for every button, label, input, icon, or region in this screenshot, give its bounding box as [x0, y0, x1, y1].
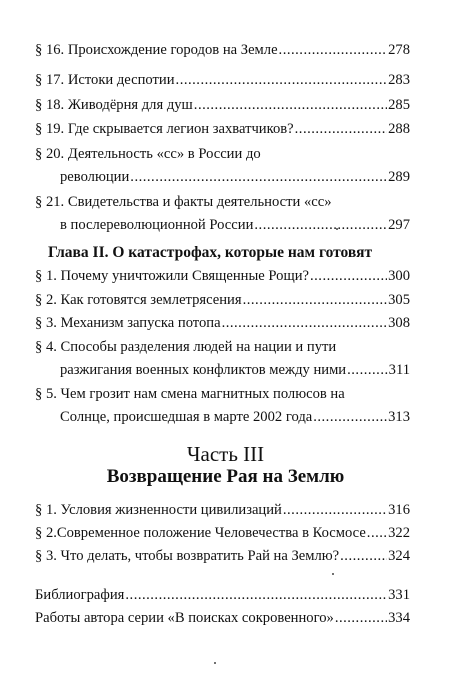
entry-page: 308 [388, 315, 410, 331]
entry-page: 285 [388, 97, 410, 113]
toc-entry-ch2-s1 [35, 267, 410, 286]
toc-entry-ch2-s2 [35, 291, 410, 310]
dot-leader [313, 408, 387, 427]
dot-leader [340, 547, 387, 566]
dot-leader [243, 291, 388, 310]
entry-page: 300 [388, 268, 410, 284]
dot-leader [335, 609, 387, 628]
entry-label-cont: в послереволюционной России [60, 217, 254, 233]
dot-leader [222, 314, 388, 333]
dot-leader [310, 267, 387, 286]
dot-leader [176, 71, 388, 90]
toc-entry-s21 [60, 216, 410, 235]
entry-page: 289 [388, 169, 410, 185]
entry-label: § 3. Что делать, чтобы возвратить Рай на Землю? [35, 548, 340, 564]
entry-label: Библиография [35, 587, 125, 603]
toc-entry-p3-s1 [35, 501, 410, 520]
entry-page: 288 [388, 121, 410, 137]
dot-leader [283, 501, 387, 520]
entry-page: 322 [388, 525, 410, 541]
dot-leader [279, 41, 388, 60]
toc-entry-bibliography [35, 586, 410, 605]
toc-entry-s20 [60, 168, 410, 187]
entry-label-cont: разжигания военных конфликтов между ними [60, 362, 347, 378]
entry-page: 278 [388, 42, 410, 58]
entry-label: § 3. Механизм запуска потопа [35, 315, 221, 331]
toc-entry-s21-label: § 21. Свидетельства и факты деятельности «сс» [35, 194, 332, 210]
entry-label: § 19. Где скрывается легион захватчиков? [35, 121, 294, 137]
toc-entry-p3-s2 [35, 524, 410, 543]
part-subtitle: Возвращение Рая на Землю [106, 466, 345, 487]
toc-entry-p3-s3 [35, 547, 410, 566]
scan-speck [332, 573, 334, 575]
toc-entry-ch2-s5 [60, 408, 410, 427]
toc-entry-ch2-s5-label: § 5. Чем грозит нам смена магнитных полюсов на [35, 386, 345, 402]
entry-page: 313 [388, 409, 410, 425]
entry-page: 331 [388, 587, 410, 603]
toc-entry-s19 [35, 120, 410, 139]
entry-label-cont: Солнце, происшедшая в марте 2002 года [60, 409, 313, 425]
entry-page: 311 [388, 362, 410, 378]
entry-page: 305 [388, 292, 410, 308]
toc-entry-s18 [35, 96, 410, 115]
toc-entry-ch2-s3 [35, 314, 410, 333]
entry-label: § 2. Как готовятся землетрясения [35, 292, 242, 308]
entry-label: Работы автора серии «В поисках сокровенного» [35, 610, 334, 626]
dot-leader [367, 524, 387, 543]
chapter-heading: Глава II. О катастрофах, которые нам готовят [48, 244, 373, 261]
entry-page: 316 [388, 502, 410, 518]
entry-label: § 1. Почему уничтожили Священные Рощи? [35, 268, 309, 284]
entry-page: 283 [388, 72, 410, 88]
entry-page: 297 [388, 217, 410, 233]
entry-label: § 2.Современное положение Человечества в Космосе [35, 525, 366, 541]
dot-leader [295, 120, 387, 139]
dot-leader [125, 586, 387, 605]
dot-leader [347, 361, 388, 380]
toc-entry-s17 [35, 71, 410, 90]
entry-label: § 17. Истоки деспотии [35, 72, 175, 88]
scan-speck [336, 228, 338, 230]
scan-speck [214, 662, 216, 664]
toc-entry-ch2-s4-label: § 4. Способы разделения людей на нации и пути [35, 339, 337, 355]
entry-page: 334 [388, 610, 410, 626]
entry-label: § 1. Условия жизненности цивилизаций [35, 502, 282, 518]
toc-entry-s16 [35, 41, 410, 60]
entry-label-cont: революции [60, 169, 130, 185]
dot-leader [130, 168, 387, 187]
dot-leader [194, 96, 387, 115]
entry-label: § 16. Происхождение городов на Земле [35, 42, 278, 58]
entry-page: 324 [388, 548, 410, 564]
part-title: Часть III [186, 442, 265, 466]
entry-label: § 18. Живодёрня для душ [35, 97, 193, 113]
toc-entry-ch2-s4 [60, 361, 410, 380]
dot-leader [254, 216, 387, 235]
toc-entry-author-works [35, 609, 410, 628]
toc-entry-s20-label: § 20. Деятельность «сс» в России до [35, 146, 261, 162]
